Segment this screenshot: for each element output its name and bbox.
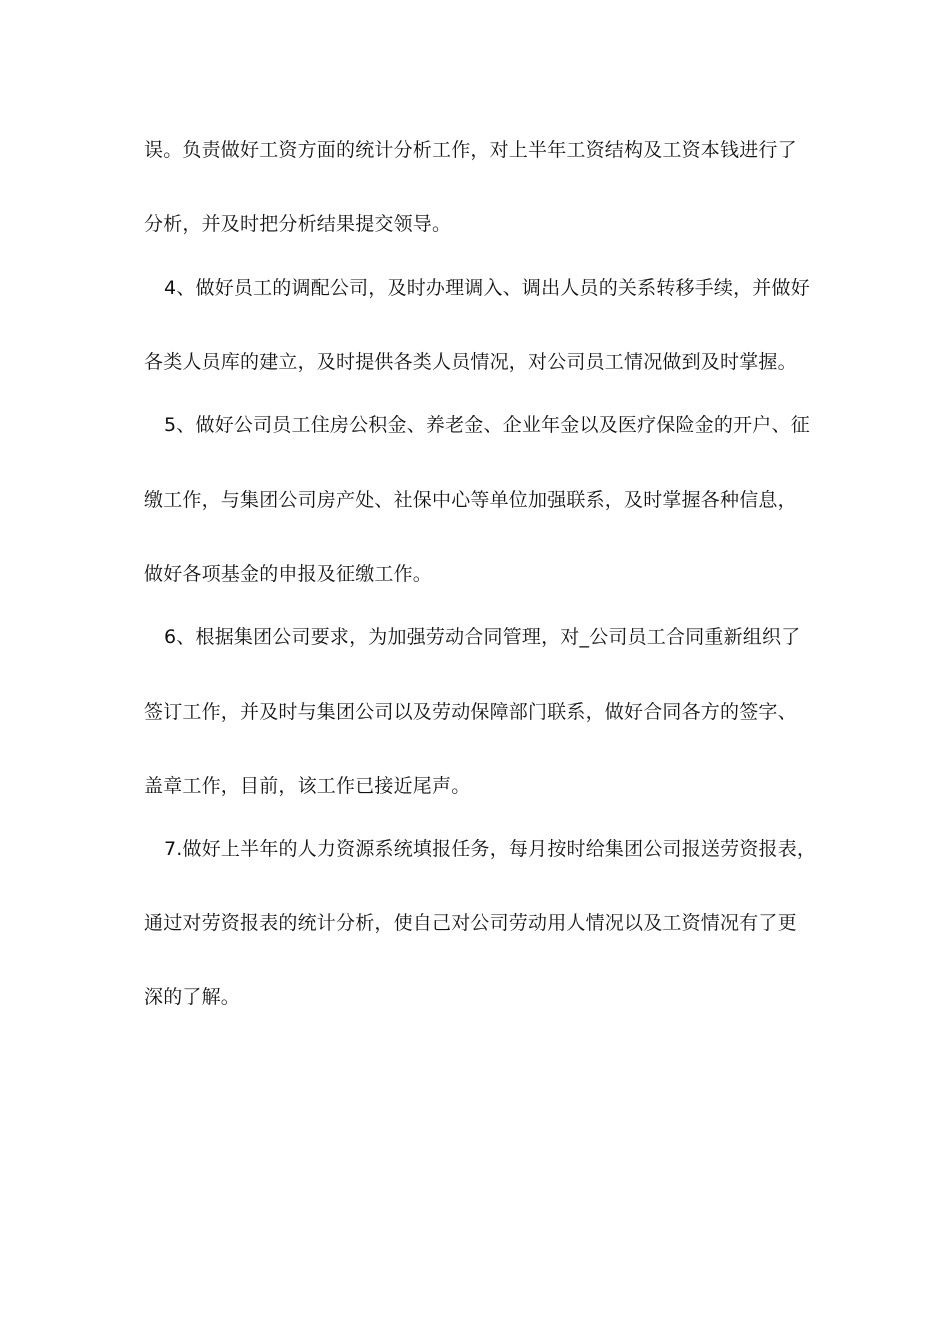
text-line: 深的了解。	[144, 986, 241, 1008]
text-line: 签订工作，并及时与集团公司以及劳动保障部门联系，做好合同各方的签字、	[144, 701, 797, 723]
text-line: 5、做好公司员工住房公积金、养老金、企业年金以及医疗保险金的开户、征	[164, 414, 810, 436]
text-line: 通过对劳资报表的统计分析，使自己对公司劳动用人情况以及工资情况有了更	[144, 912, 797, 934]
text-line: 6、根据集团公司要求，为加强劳动合同管理，对_公司员工合同重新组织了	[164, 626, 801, 648]
text-line: 4、做好员工的调配公司，及时办理调入、调出人员的关系转移手续，并做好	[164, 277, 810, 299]
text-line: 做好各项基金的申报及征缴工作。	[144, 563, 433, 585]
text-line: 盖章工作，目前，该工作已接近尾声。	[144, 775, 471, 797]
text-line: 误。负责做好工资方面的统计分析工作，对上半年工资结构及工资本钱进行了	[144, 139, 797, 161]
text-line: 缴工作，与集团公司房产处、社保中心等单位加强联系，及时掌握各种信息，	[144, 489, 797, 511]
text-line: 分析，并及时把分析结果提交领导。	[144, 213, 452, 235]
text-line: 7.做好上半年的人力资源系统填报任务，每月按时给集团公司报送劳资报表，	[164, 838, 817, 860]
text-line: 各类人员库的建立，及时提供各类人员情况，对公司员工情况做到及时掌握。	[144, 351, 797, 373]
